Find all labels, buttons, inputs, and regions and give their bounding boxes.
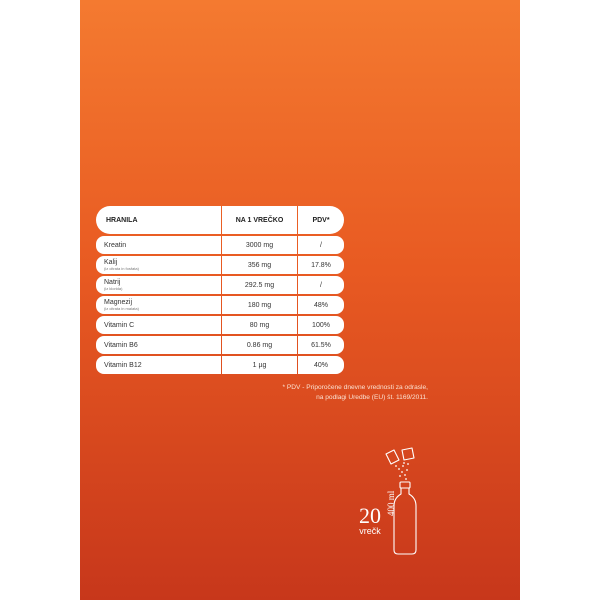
footnote-line-2: na podlagi Uredbe (EU) št. 1169/2011.: [316, 394, 428, 401]
nutrient-amount: 180 mg: [222, 296, 297, 314]
table-row: [96, 236, 344, 254]
header-amount: NA 1 VREČKO: [222, 206, 297, 234]
nutrient-amount: 356 mg: [222, 256, 297, 274]
table-row: [96, 256, 344, 274]
table-row: [96, 336, 344, 354]
header-rdi: PDV*: [298, 206, 344, 234]
nutrient-rdi: 17.8%: [298, 256, 344, 274]
nutrient-amount: 3000 mg: [222, 236, 297, 254]
table-row: [96, 316, 344, 334]
nutrient-rdi: /: [298, 276, 344, 294]
nutrient-rdi: /: [298, 236, 344, 254]
nutrient-name: Vitamin C: [104, 321, 135, 329]
nutrient-name: Vitamin B6: [104, 341, 138, 349]
bottle-volume-label: 400 ml: [386, 490, 396, 516]
nutrient-name: Vitamin B12: [104, 361, 142, 369]
table-row: [96, 296, 344, 314]
nutrient-note: (iz klorida): [104, 286, 123, 291]
sachet-count-number: 20: [359, 503, 381, 528]
table-row: [96, 356, 344, 374]
nutrient-rdi: 100%: [298, 316, 344, 334]
nutrient-note: (iz citrata in fosfata): [104, 266, 139, 271]
table-header-row: [96, 206, 344, 234]
nutrient-note: (iz citrata in malata): [104, 306, 139, 311]
nutrient-name: Kreatin: [104, 241, 127, 249]
nutrient-name: Magnezij: [104, 299, 133, 306]
nutrient-name: Natrij: [104, 279, 121, 286]
nutrient-rdi: 61.5%: [298, 336, 344, 354]
nutrient-rdi: 48%: [298, 296, 344, 314]
sachet-count: [350, 504, 390, 536]
header-nutrient: HRANILA: [96, 206, 221, 234]
sachet-count-unit: vrečk: [359, 526, 381, 536]
nutrient-amount: 292.5 mg: [222, 276, 297, 294]
nutrient-rdi: 40%: [298, 356, 344, 374]
footnote-line-1: * PDV - Priporočene dnevne vrednosti za odrasle,: [282, 384, 428, 391]
nutrient-amount: 80 mg: [222, 316, 297, 334]
nutrient-name: Kalij: [104, 259, 118, 266]
table-row: [96, 276, 344, 294]
nutrient-amount: 1 µg: [222, 356, 297, 374]
footnote: [220, 383, 428, 403]
nutrient-amount: 0.86 mg: [222, 336, 297, 354]
